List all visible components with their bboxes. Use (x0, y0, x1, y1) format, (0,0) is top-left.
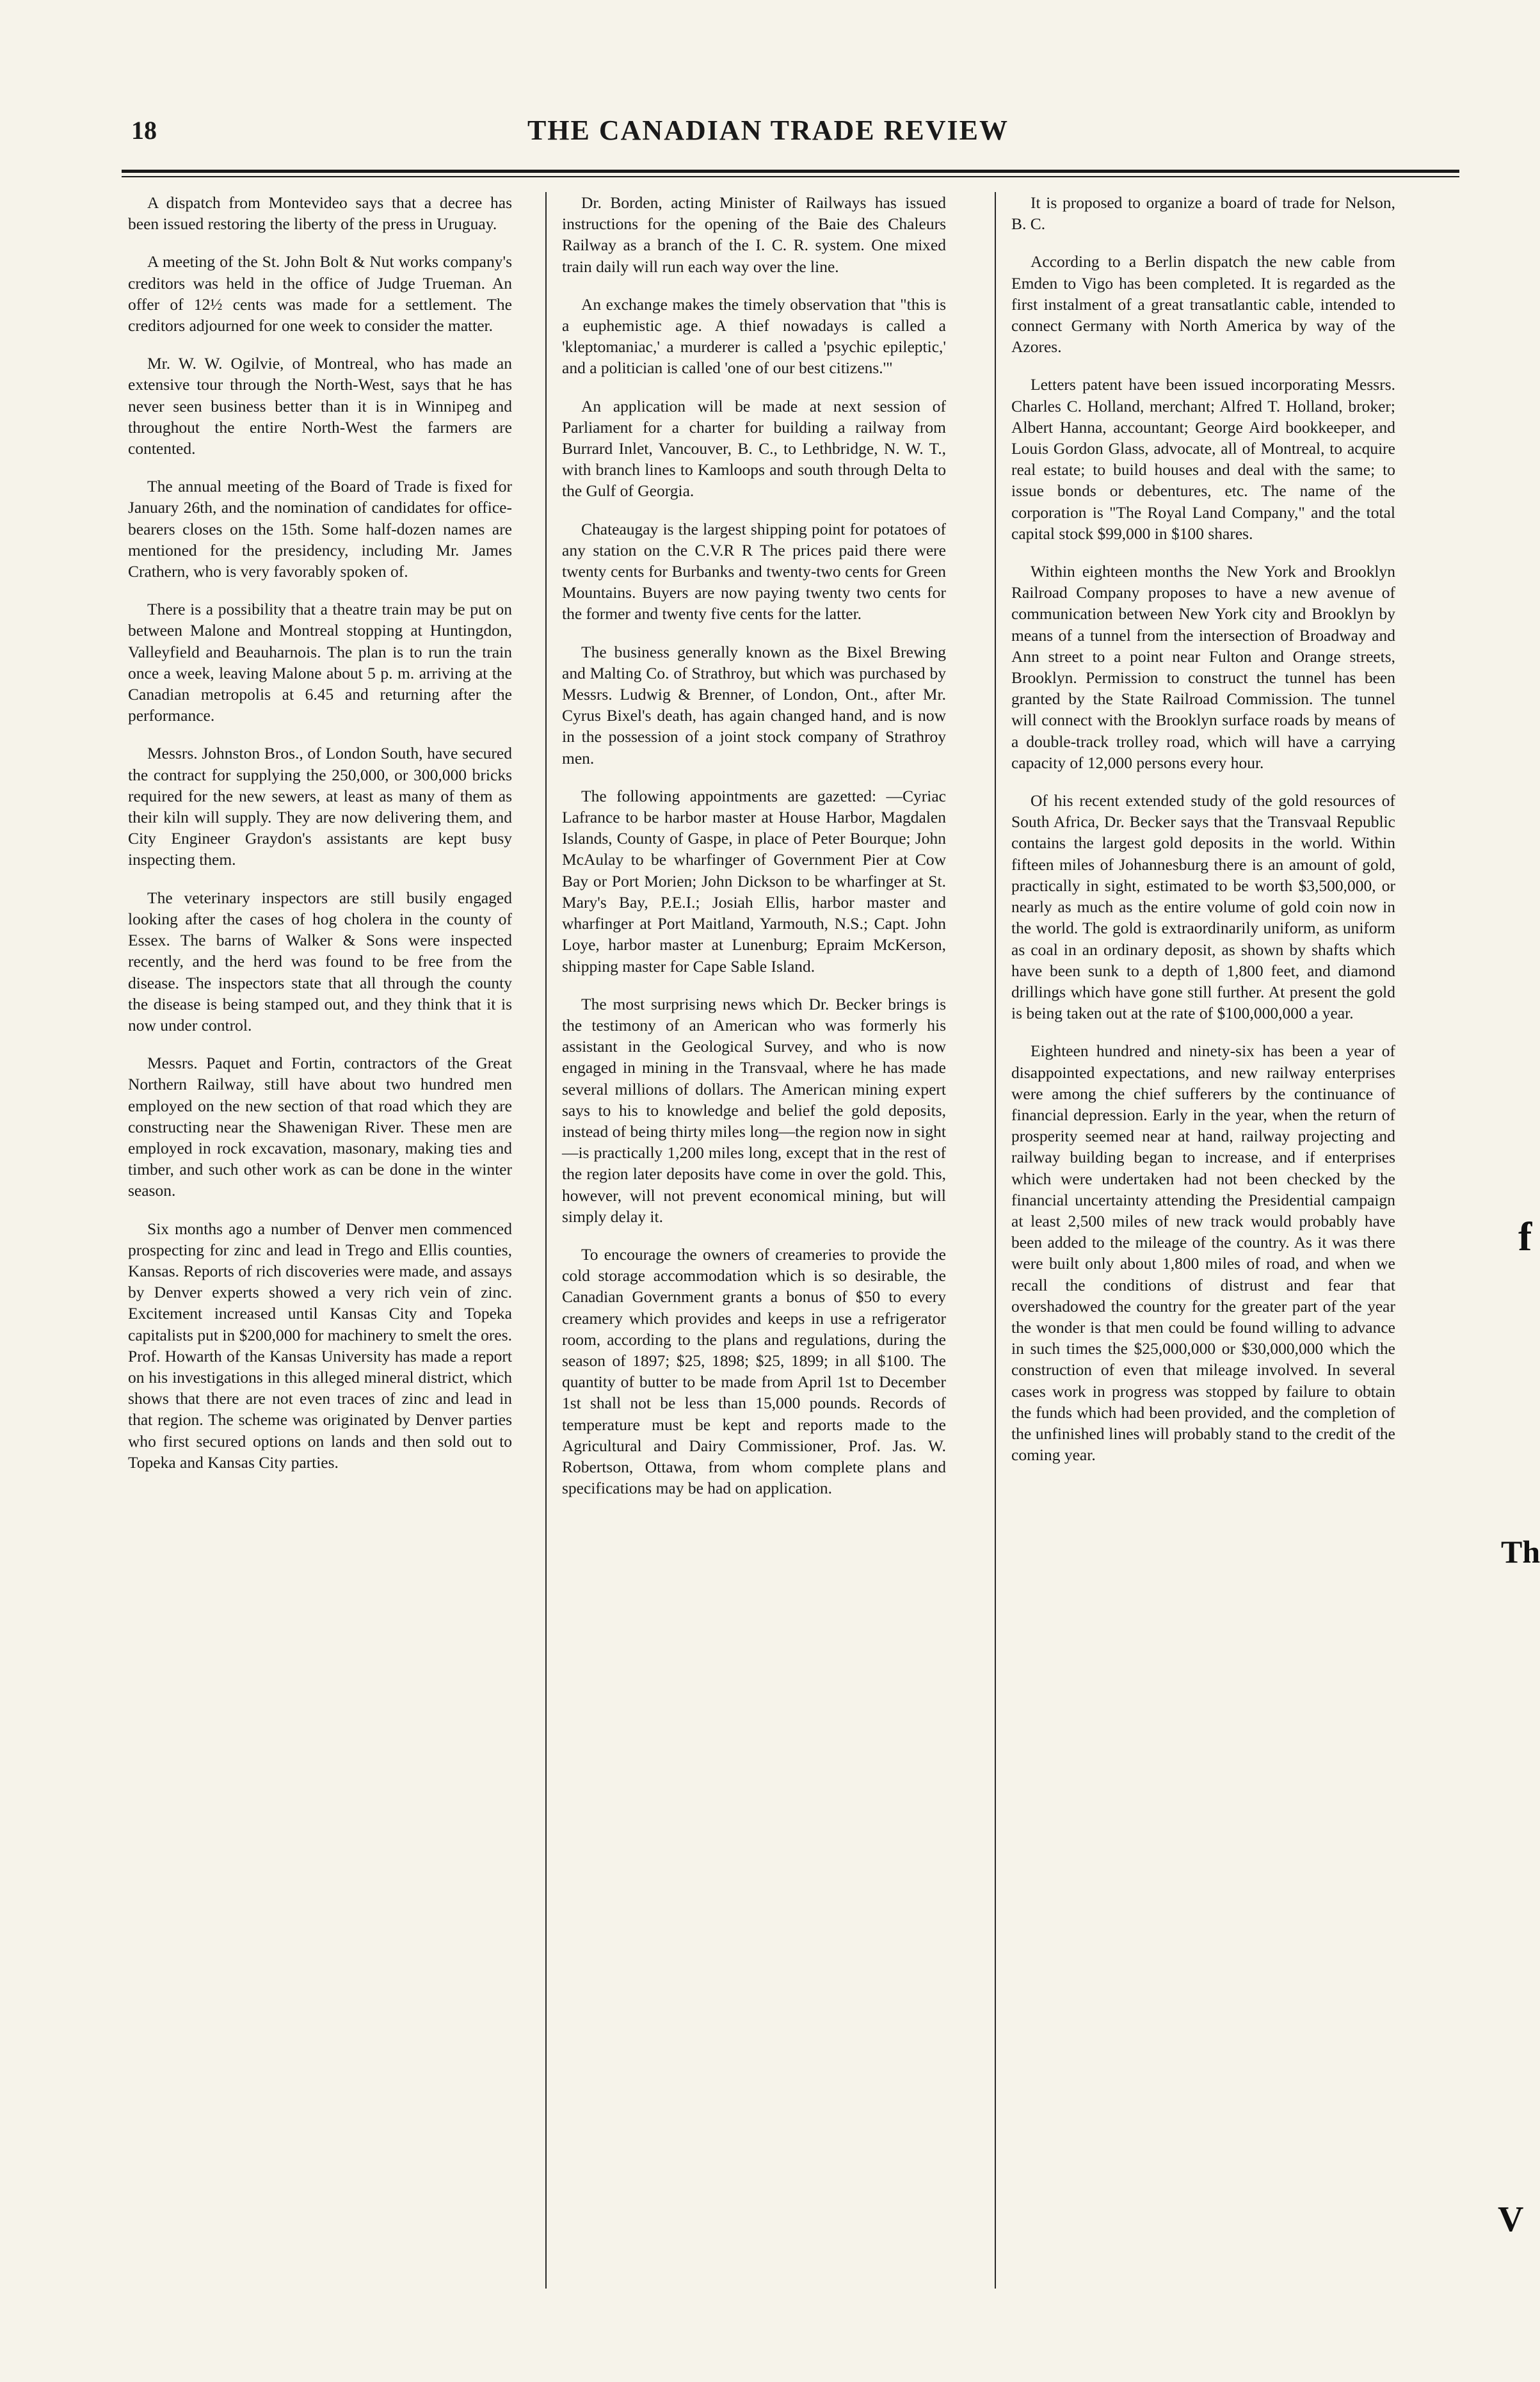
article-paragraph: An application will be made at next session of Parliament for a charter for building a railway from Burrard Inlet, Vancouver, B. C., to Lethbridge, N. W. T., with branch lines to Kamloops and south through Delta to the Gulf of Georgia. (562, 396, 946, 501)
article-paragraph: An exchange makes the timely observation that "this is a euphemistic age. A thief nowadays is called a 'kleptomaniac,' a murderer is called a 'psychic epileptic,' and a politician is called 'one of our best citizens.'" (562, 294, 946, 378)
header-rule-thin (122, 176, 1459, 177)
article-paragraph: The annual meeting of the Board of Trade is fixed for January 26th, and the nomination of candidates for office-bearers closes on the 15th. Some half-dozen names are mentioned for the presidency, including Mr. James Crathern, who is very favorably spoken of. (128, 477, 512, 581)
page-number: 18 (131, 116, 157, 145)
column-rule (995, 192, 996, 2289)
article-paragraph: The most surprising news which Dr. Becker brings is the testimony of an American who was formerly his assistant in the Geological Survey, and who is now engaged in mining in the Transvaal, where he has made several millions of dollars. The American mining expert says to his to knowledge and belief the gold deposits, instead of being thirty miles long—the region now in sight—is practically 1,200 miles long, except that in the rest of the region later deposits have come in over the gold. This, however, will not prevent economical mining, but will simply delay it. (562, 994, 946, 1226)
article-paragraph: A meeting of the St. John Bolt & Nut works company's creditors was held in the office of Judge Trueman. An offer of 12½ cents was made for a settlement. The creditors adjourned for one week to consider the matter. (128, 252, 512, 335)
article-paragraph: Chateaugay is the largest shipping point for potatoes of any station on the C.V.R R The prices paid there were twenty cents for Burbanks and twenty-two cents for Green Mountains. Buyers are now paying twenty two cents for the former and twenty five cents for the latter. (562, 519, 946, 624)
article-paragraph: There is a possibility that a theatre train may be put on between Malone and Montreal stopping at Huntingdon, Valleyfield and Beauharnois. The plan is to run the train once a week, leaving Malone about 5 p. m. arriving at the Canadian metropolis at 6.45 and returning after the performance. (128, 600, 512, 725)
article-paragraph: To encourage the owners of creameries to provide the cold storage accommodation which is so desirable, the Canadian Government grants a bonus of $50 to every creamery which provides and keeps in use a refrigerator room, according to the plans and regulations, during the season of 1897; $25, 1898; $25, 1899; in all $100. The quantity of butter to be made from April 1st to December 1st shall not be less than 15,000 pounds. Records of temperature must be kept and reports made to the Agricultural and Dairy Commissioner, Prof. Jas. W. Robertson, Ottawa, from whom complete plans and specifications may be had on application. (562, 1244, 946, 1498)
article-paragraph: The following appointments are gazetted: —Cyriac Lafrance to be harbor master at House Harbor, Magdalen Islands, County of Gaspe, in place of Peter Bourque; John McAulay to be wharfinger of Government Pier at Cow Bay or Port Morien; John Dickson to be wharfinger at St. Mary's Bay, P.E.I.; Josiah Ellis, harbor master and wharfinger at Port Maitland, Yarmouth, N.S.; Capt. John Loye, harbor master at Lunenburg; Epraim McKerson, shipping master for Cape Sable Island. (562, 786, 946, 976)
margin-fragment: Th (1501, 1534, 1540, 1570)
article-paragraph: Dr. Borden, acting Minister of Railways has issued instructions for the opening of the Baie des Chaleurs Railway as a branch of the I. C. R. system. One mixed train daily will run each way over the line. (562, 193, 946, 276)
article-paragraph: The business generally known as the Bixel Brewing and Malting Co. of Strathroy, but which was purchased by Messrs. Ludwig & Brenner, of London, Ont., after Mr. Cyrus Bixel's death, has again changed hand, and is now in the possession of a joint stock company of Strathroy men. (562, 642, 946, 768)
article-paragraph: A dispatch from Montevideo says that a decree has been issued restoring the liberty of the press in Uruguay. (128, 193, 512, 234)
article-paragraph: Of his recent extended study of the gold resources of South Africa, Dr. Becker says that the Transvaal Republic contains the largest gold deposits in the world. Within fifteen miles of Johannesburg there is an amount of gold, practically in sight, estimated to be worth $3,500,000, or nearly as much as the entire volume of gold coin now in the world. The gold is extraordinarily uniform, as uniform as coal in an ordinary deposit, as shown by shafts which have been sunk to a depth of 1,800 feet, and diamond drillings which have gone still further. At present the gold is being taken out at the rate of $100,000,000 a year. (1011, 791, 1395, 1023)
margin-fragment: f (1518, 1214, 1532, 1259)
article-paragraph: Letters patent have been issued incorporating Messrs. Charles C. Holland, merchant; Alfred T. Holland, broker; Albert Hanna, accountant; George Aird bookkeeper, and Louis Gordon Glass, advocate, all of Montreal, to acquire real estate; to build houses and deal with the same; to issue bonds or debentures, etc. The name of the corporation is "The Royal Land Company," and the total capital stock $99,000 in $100 shares. (1011, 375, 1395, 543)
page-title: THE CANADIAN TRADE REVIEW (527, 115, 1009, 146)
article-paragraph: Mr. W. W. Ogilvie, of Montreal, who has made an extensive tour through the North-West, says that he has never seen business better than it is in Winnipeg and throughout the entire North-West the farmers are contented. (128, 354, 512, 458)
article-paragraph: Messrs. Paquet and Fortin, contractors of the Great Northern Railway, still have about two hundred men employed on the new section of that road which they are constructing near the Shawenigan River. These men are employed in rock excavation, masonary, making ties and timber, and such other work as can be done in the winter season. (128, 1054, 512, 1200)
article-paragraph: Eighteen hundred and ninety-six has been a year of disappointed expectations, and new railway enterprises were among the chief sufferers by the continuance of financial depression. Early in the year, when the return of prosperity seemed near at hand, railway projecting and railway building began to increase, and if enterprises which were undertaken had not been checked by the financial uncertainty attending the Presidential campaign at least 2,500 miles of new track would probably have been added to the mileage of the country. As it was there were built only about 1,800 miles of road, and when we recall the conditions of distrust and fear that overshadowed the country for the greater part of the year the wonder is that men could be found willing to advance in such times the $25,000,000 or $30,000,000 which the construction of even that mileage involved. In several cases work in progress was stopped by failure to obtain the funds which had been provided, and the completion of the unfinished lines will probably stand to the credit of the coming year. (1011, 1042, 1395, 1465)
column-rule (545, 192, 547, 2289)
article-paragraph: It is proposed to organize a board of trade for Nelson, B. C. (1011, 193, 1395, 234)
article-paragraph: The veterinary inspectors are still busily engaged looking after the cases of hog cholera in the county of Essex. The barns of Walker & Sons were inspected recently, and the herd was found to be free from the disease. The inspectors state that all through the county the disease is being stamped out, and they think that it is now under control. (128, 888, 512, 1034)
article-paragraph: According to a Berlin dispatch the new cable from Emden to Vigo has been completed. It is regarded as the first instalment of a great transatlantic cable, intended to connect Germany with North America by way of the Azores. (1011, 252, 1395, 357)
column-1 (128, 192, 512, 1490)
column-2 (562, 192, 946, 1515)
article-paragraph: Six months ago a number of Denver men commenced prospecting for zinc and lead in Trego and Ellis counties, Kansas. Reports of rich discoveries were made, and assays by Denver experts showed a very rich vein of zinc. Excitement increased until Kansas City and Topeka capitalists put in $200,000 for machinery to smelt the ores. Prof. Howarth of the Kansas University has made a report on his investigations in this alleged mineral district, which shows that there are not even traces of zinc and lead in that region. The scheme was originated by Denver parties who first secured options on lands and then sold out to Topeka and Kansas City parties. (128, 1219, 512, 1472)
column-3 (1011, 192, 1395, 1482)
article-paragraph: Within eighteen months the New York and Brooklyn Railroad Company proposes to have a new avenue of communication between New York city and Brooklyn by means of a tunnel from the intersection of Broadway and Ann street to a point near Fulton and Orange streets, Brooklyn. Permission to construct the tunnel has been granted by the State Railroad Commission. The tunnel will connect with the Brooklyn surface roads by means of a double-track trolley road, which will have a carrying capacity of 12,000 persons every hour. (1011, 562, 1395, 772)
article-paragraph: Messrs. Johnston Bros., of London South, have secured the contract for supplying the 250,000, or 300,000 bricks required for the new sewers, at least as many of them as their kiln will supply. They are now delivering them, and City Engineer Graydon's assistants are kept busy inspecting them. (128, 744, 512, 869)
margin-fragment: V (1498, 2200, 1524, 2239)
header-rule (122, 170, 1459, 173)
